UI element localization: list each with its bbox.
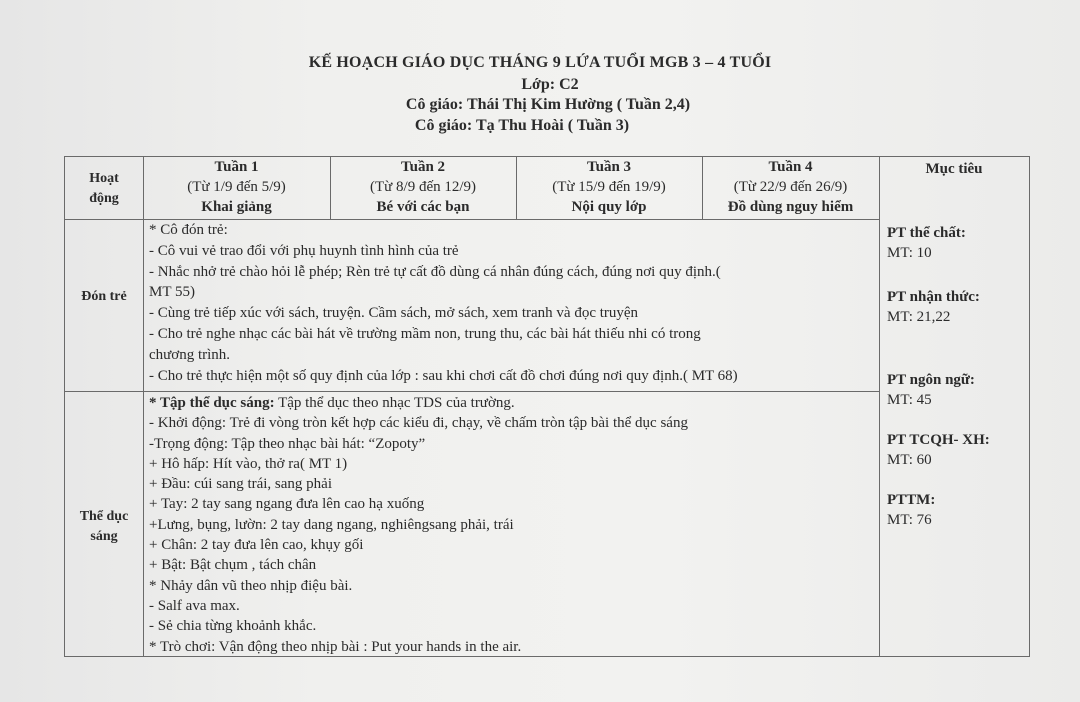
row-label-morning-exercise-line1: Thể dục — [79, 509, 129, 524]
goal-cognitive — [887, 287, 980, 327]
exercise-line: - Salf ava max. — [149, 597, 240, 614]
teacher-line-2: Cô giáo: Tạ Thu Hoài ( Tuần 3) — [414, 117, 630, 134]
header-goal — [879, 159, 1029, 221]
exercise-line: + Đầu: cúi sang trái, sang phải — [149, 476, 332, 493]
header-week-3 — [516, 157, 702, 219]
goal-value: MT: 21,22 — [887, 309, 951, 325]
goal-value: MT: 10 — [887, 245, 932, 261]
week-2-dates: (Từ 8/9 đến 12/9) — [369, 179, 477, 195]
morning-exercise-lead — [149, 393, 688, 413]
goal-social — [887, 430, 990, 470]
row-label-reception: Đón trẻ — [81, 289, 127, 304]
header-activity-line2: động — [89, 191, 119, 206]
exercise-line: * Trò chơi: Vận động theo nhịp bài : Put your hands in the air. — [149, 638, 522, 655]
reception-line: - Cho trẻ thực hiện một số quy định của lớp : sau khi chơi cất đồ chơi đúng nơi quy định.( MT 68) — [149, 367, 738, 384]
goal-aesthetic — [887, 490, 935, 530]
week-3-label: Tuần 3 — [586, 159, 632, 175]
exercise-line: + Hô hấp: Hít vào, thở ra( MT 1) — [149, 455, 348, 472]
header-week-4 — [702, 157, 879, 219]
goal-language — [887, 370, 975, 410]
exercise-line: * Nhảy dân vũ theo nhịp điệu bài. — [149, 577, 353, 594]
exercise-line: - Khởi động: Trẻ đi vòng tròn kết hợp các kiểu đi, chạy, về chấm tròn tập bài thể dục sáng — [149, 415, 688, 432]
morning-exercise-lead-rest: Tập thể dục theo nhạc TDS của trường. — [274, 395, 515, 411]
goal-title: PT TCQH- XH: — [887, 432, 990, 448]
week-2-theme: Bé với các bạn — [376, 199, 470, 215]
goal-value: MT: 45 — [887, 392, 932, 408]
exercise-line: - Sẻ chia từng khoảnh khắc. — [149, 618, 317, 635]
morning-exercise-lead-bold: * Tập thể dục sáng: — [149, 395, 275, 411]
reception-line: * Cô đón trẻ: — [149, 222, 228, 238]
reception-line: - Cho trẻ nghe nhạc các bài hát về trường mầm non, trung thu, các bài hát thiếu nhi có trong — [149, 325, 701, 342]
goal-physical — [887, 223, 966, 263]
col-divider — [143, 157, 144, 656]
header-week-1 — [143, 157, 330, 219]
teacher-line-1: Cô giáo: Thái Thị Kim Hường ( Tuần 2,4) — [405, 96, 691, 113]
plan-table — [64, 156, 1030, 657]
week-3-dates: (Từ 15/9 đến 19/9) — [552, 179, 666, 195]
week-4-label: Tuần 4 — [768, 159, 813, 175]
week-3-theme: Nội quy lớp — [571, 199, 647, 215]
goal-title: PTTM: — [887, 492, 936, 508]
reception-line: - Nhắc nhở trẻ chào hỏi lễ phép; Rèn trẻ tự cất đồ dùng cá nhân đúng cách, đúng nơi quy định.( — [149, 263, 721, 280]
goal-value: MT: 60 — [887, 452, 932, 468]
week-1-dates: (Từ 1/9 đến 5/9) — [187, 179, 286, 195]
goal-title: PT ngôn ngữ: — [887, 372, 975, 388]
reception-content — [149, 220, 738, 386]
header-activity-line1: Hoạt — [89, 171, 119, 186]
exercise-line: + Bật: Bật chụm , tách chân — [149, 557, 317, 574]
exercise-line: + Tay: 2 tay sang ngang đưa lên cao hạ xuống — [149, 496, 425, 513]
goal-title: PT thể chất: — [887, 225, 966, 241]
week-4-dates: (Từ 22/9 đến 26/9) — [733, 179, 848, 195]
reception-line: chương trình. — [149, 346, 231, 363]
exercise-line: -Trọng động: Tập theo nhạc bài hát: “Zopoty” — [149, 435, 426, 452]
reception-line: - Cô vui vẻ trao đổi với phụ huynh tình hình của trẻ — [149, 242, 459, 259]
col-divider — [879, 157, 880, 656]
week-4-theme: Đồ dùng nguy hiểm — [727, 199, 854, 215]
week-1-label: Tuần 1 — [214, 159, 259, 175]
row-label-morning-exercise — [65, 507, 143, 547]
exercise-line: + Chân: 2 tay đưa lên cao, khụy gối — [149, 537, 364, 554]
reception-line: - Cùng trẻ tiếp xúc với sách, truyện. Cầm sách, mở sách, xem tranh và đọc truyện — [149, 305, 639, 322]
goal-value: MT: 76 — [887, 512, 932, 528]
goal-title: PT nhận thức: — [887, 289, 980, 305]
row-divider — [65, 391, 880, 392]
goal-column-title: Mục tiêu — [925, 161, 983, 177]
header-week-2 — [330, 157, 516, 219]
exercise-line: +Lưng, bụng, lườn: 2 tay dang ngang, nghiêngsang phải, trái — [149, 516, 514, 533]
plan-title: KẾ HOẠCH GIÁO DỤC THÁNG 9 LỨA TUỔI MGB 3 – 4 TUỔI — [308, 54, 772, 71]
morning-exercise-content — [149, 393, 688, 657]
class-line: Lớp: C2 — [521, 76, 579, 93]
week-2-label: Tuần 2 — [400, 159, 446, 175]
week-1-theme: Khai giảng — [201, 199, 272, 215]
row-label-morning-exercise-line2: sáng — [90, 529, 118, 544]
reception-line: MT 55) — [149, 284, 195, 301]
header-activity — [65, 169, 143, 231]
